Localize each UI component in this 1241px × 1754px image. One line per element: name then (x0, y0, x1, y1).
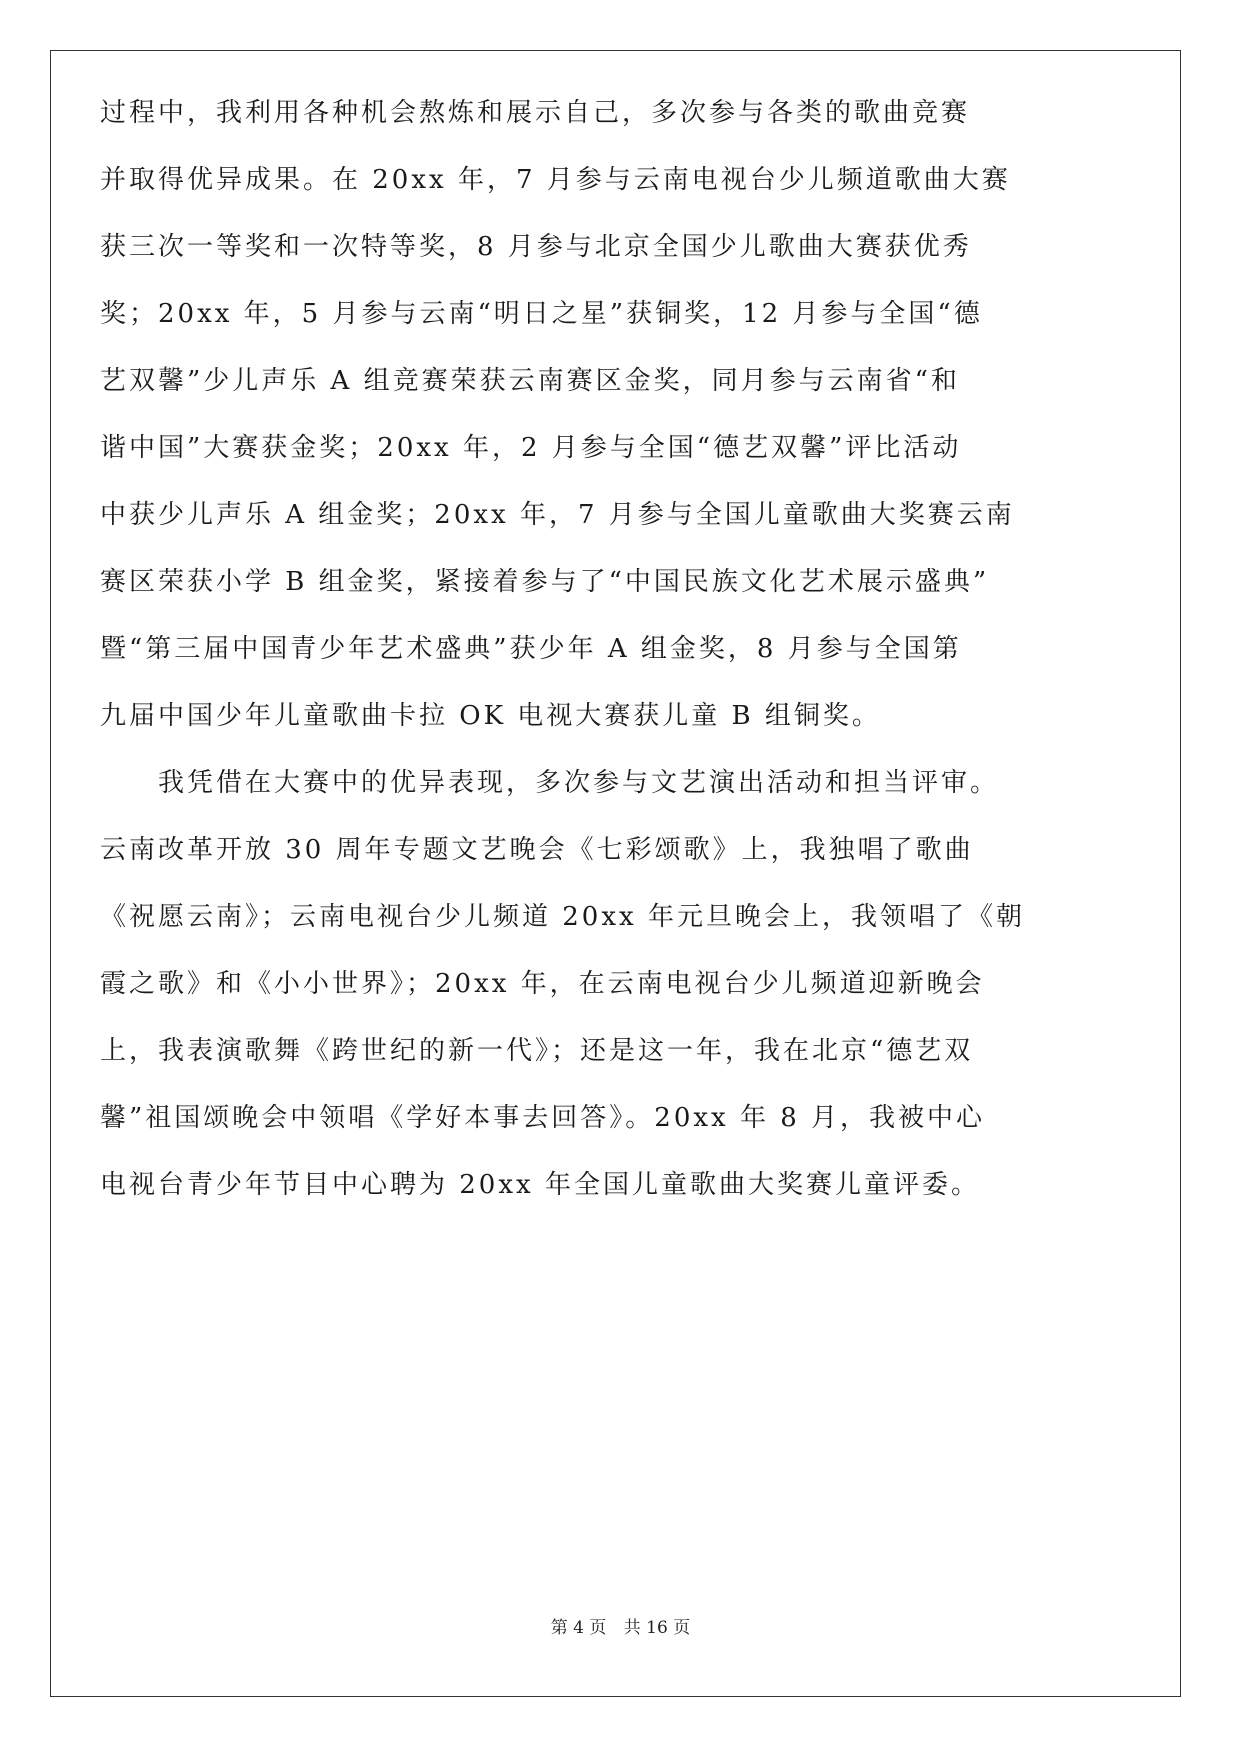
paragraph-1 (100, 80, 1035, 750)
text-line: 获三次一等奖和一次特等奖，8 月参与北京全国少儿歌曲大赛获优秀 (100, 232, 972, 262)
text-line: 馨”祖国颂晚会中领唱《学好本事去回答》。20xx 年 8 月，我被中心 (100, 1103, 986, 1133)
page-total: 共 16 页 (623, 1618, 691, 1638)
text-line: 电视台青少年节目中心聘为 20xx 年全国儿童歌曲大奖赛儿童评委。 (100, 1170, 980, 1200)
text-line: 中获少儿声乐 A 组金奖；20xx 年，7 月参与全国儿童歌曲大奖赛云南 (100, 500, 1015, 530)
text-line: 艺双馨”少儿声乐 A 组竞赛荣获云南赛区金奖，同月参与云南省“和 (100, 366, 960, 396)
text-line: 上，我表演歌舞《跨世纪的新一代》；还是这一年，我在北京“德艺双 (100, 1036, 974, 1066)
text-line: 奖；20xx 年，5 月参与云南“明日之星”获铜奖，12 月参与全国“德 (100, 299, 983, 329)
text-line: 霞之歌》和《小小世界》；20xx 年，在云南电视台少儿频道迎新晚会 (100, 969, 985, 999)
page-number: 第 4 页 (550, 1618, 607, 1638)
text-line: 云南改革开放 30 周年专题文艺晚会《七彩颂歌》上，我独唱了歌曲 (100, 835, 974, 865)
text-line: 我凭借在大赛中的优异表现，多次参与文艺演出活动和担当评审。 (158, 768, 1000, 798)
document-body (100, 80, 1035, 1219)
page-footer (0, 1613, 1241, 1638)
text-line: 并取得优异成果。在 20xx 年，7 月参与云南电视台少儿频道歌曲大赛 (100, 165, 1011, 195)
text-line: 暨“第三届中国青少年艺术盛典”获少年 A 组金奖，8 月参与全国第 (100, 634, 962, 664)
text-line: 《祝愿云南》；云南电视台少儿频道 20xx 年元旦晚会上，我领唱了《朝 (100, 902, 1025, 932)
text-line: 赛区荣获小学 B 组金奖，紧接着参与了“中国民族文化艺术展示盛典” (100, 567, 990, 597)
text-line: 谐中国”大赛获金奖；20xx 年，2 月参与全国“德艺双馨”评比活动 (100, 433, 962, 463)
paragraph-2 (100, 750, 1035, 1219)
text-line: 九届中国少年儿童歌曲卡拉 OK 电视大赛获儿童 B 组铜奖。 (100, 701, 881, 731)
text-line: 过程中，我利用各种机会熬炼和展示自己，多次参与各类的歌曲竞赛 (100, 98, 971, 128)
